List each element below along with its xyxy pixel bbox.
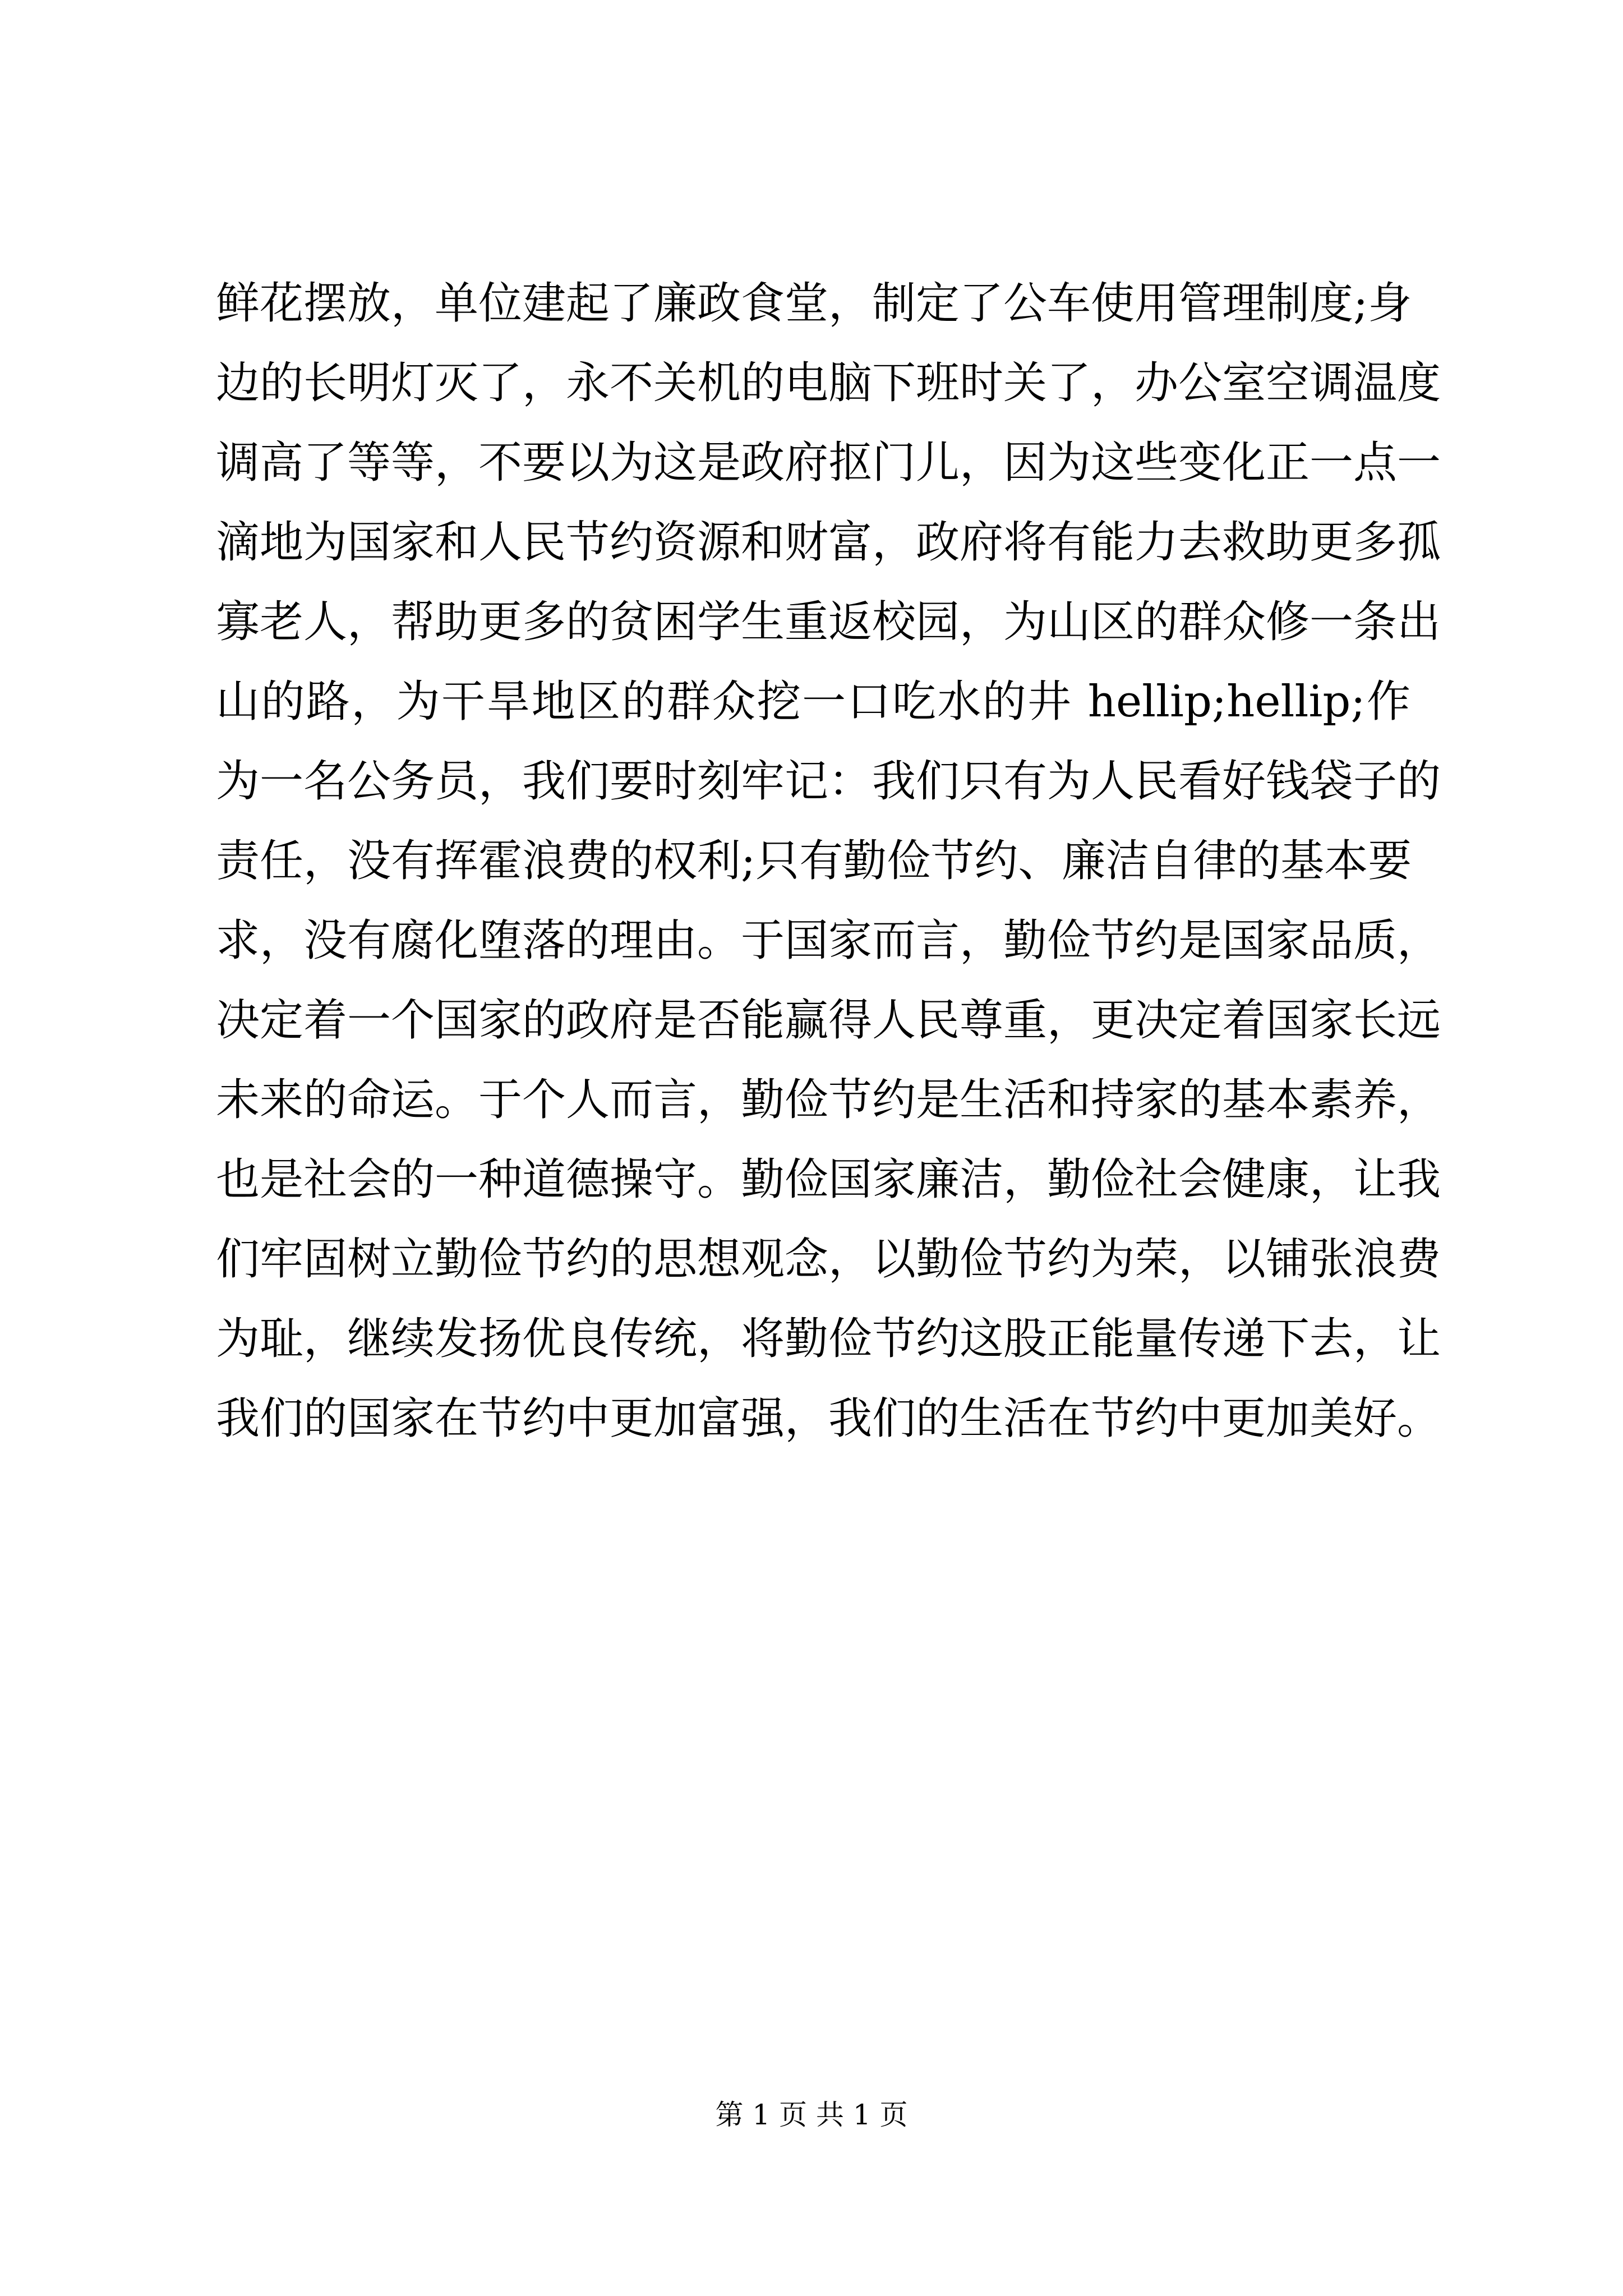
body-paragraph — [216, 264, 1441, 1458]
text-line-15: 我们的国家在节约中更加富强，我们的生活在节约中更加美好。 — [216, 1393, 1441, 1444]
text-line-6: 山的路，为干旱地区的群众挖一口吃水的井 hellip;hellip;作 — [216, 677, 1410, 727]
text-line-2: 边的长明灯灭了，永不关机的电脑下班时关了，办公室空调温度 — [216, 358, 1441, 408]
text-line-10: 决定着一个国家的政府是否能赢得人民尊重，更决定着国家长远 — [216, 995, 1441, 1046]
text-line-3: 调高了等等，不要以为这是政府抠门儿，因为这些变化正一点一 — [216, 438, 1441, 488]
text-line-14: 为耻，继续发扬优良传统，将勤俭节约这股正能量传递下去，让 — [216, 1314, 1441, 1364]
text-line-4: 滴地为国家和人民节约资源和财富，政府将有能力去救助更多孤 — [216, 517, 1441, 568]
text-line-13: 们牢固树立勤俭节约的思想观念，以勤俭节约为荣，以铺张浪费 — [216, 1234, 1441, 1285]
text-line-11: 未来的命运。于个人而言，勤俭节约是生活和持家的基本素养， — [216, 1075, 1441, 1125]
text-line-1: 鲜花摆放，单位建起了廉政食堂，制定了公车使用管理制度;身 — [216, 278, 1412, 329]
text-line-9: 求，没有腐化堕落的理由。于国家而言，勤俭节约是国家品质， — [216, 915, 1441, 966]
text-line-5: 寡老人，帮助更多的贫困学生重返校园，为山区的群众修一条出 — [216, 597, 1441, 647]
text-line-12: 也是社会的一种道德操守。勤俭国家廉洁，勤俭社会健康，让我 — [216, 1154, 1441, 1205]
text-line-8: 责任，没有挥霍浪费的权利;只有勤俭节约、廉洁自律的基本要 — [216, 836, 1412, 886]
page-number-footer: 第 1 页 共 1 页 — [715, 2099, 908, 2131]
text-line-7: 为一名公务员，我们要时刻牢记：我们只有为人民看好钱袋子的 — [216, 756, 1441, 807]
